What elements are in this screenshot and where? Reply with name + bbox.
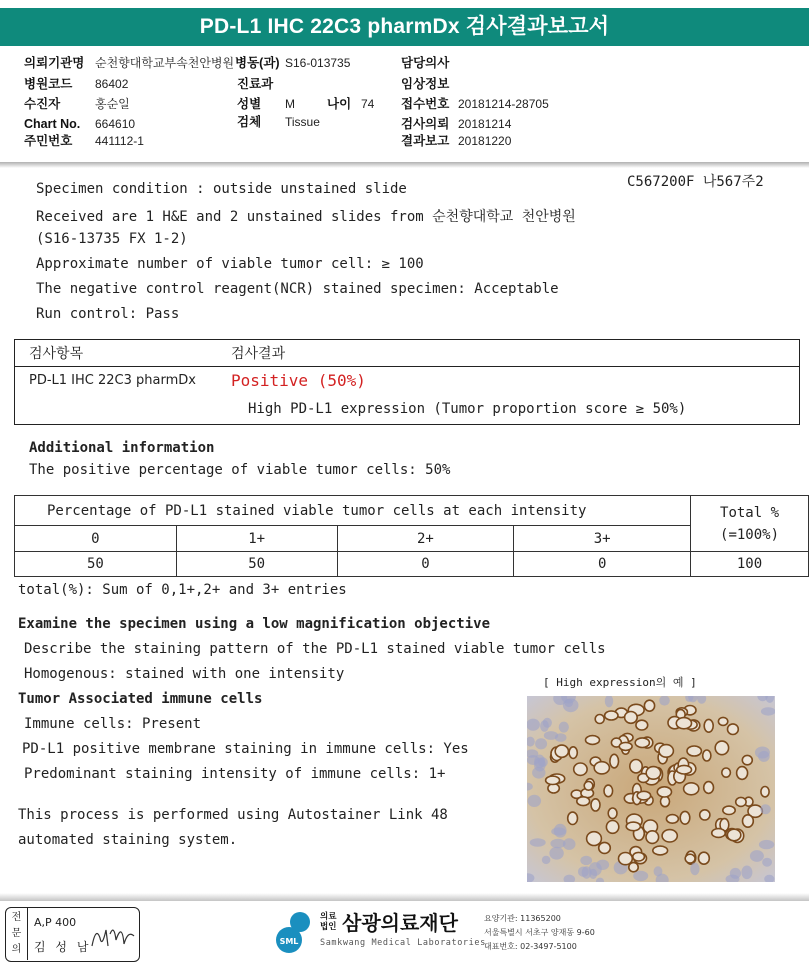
stained-cell — [723, 806, 735, 814]
signature-icon — [88, 916, 138, 956]
specimen-line: Run control: Pass — [36, 306, 180, 322]
intensity-level: 2+ — [337, 526, 514, 552]
value-age: 74 — [361, 97, 375, 111]
specimen-line: Specimen condition : outside unstained slide — [36, 181, 407, 197]
stained-cell — [703, 750, 711, 761]
stained-cell — [728, 724, 739, 735]
stained-cell — [606, 821, 618, 834]
intensity-level: 1+ — [176, 526, 337, 552]
stained-cell — [718, 717, 727, 725]
result-table — [14, 339, 800, 425]
immune-line: PD-L1 positive membrane staining in immune cells: Yes — [22, 741, 469, 757]
stained-cell — [608, 808, 617, 819]
background-nucleus — [563, 838, 576, 850]
stained-cell — [761, 787, 769, 797]
label-hospital-code: 병원코드 — [24, 77, 73, 91]
examine-heading: Examine the specimen using a low magnification objective — [18, 616, 491, 632]
label-clinical-info: 임상정보 — [401, 77, 450, 91]
background-nucleus — [755, 747, 770, 759]
stained-cell — [677, 765, 692, 774]
stained-cell — [699, 852, 710, 864]
background-nucleus — [549, 847, 563, 860]
stained-cell — [633, 852, 645, 861]
label-request-date: 검사의뢰 — [401, 117, 450, 131]
examine-line: Homogenous: stained with one intensity — [24, 666, 345, 682]
background-nucleus — [530, 838, 546, 847]
stained-cell — [599, 842, 611, 853]
background-nucleus — [654, 866, 663, 876]
value-accession-no: 20181214-28705 — [458, 97, 549, 111]
value-hospital-code: 86402 — [95, 77, 129, 91]
stained-cell — [662, 830, 677, 842]
specimen-line: Approximate number of viable tumor cell: ≥ 100 — [36, 256, 424, 272]
stained-cell — [619, 742, 632, 750]
report-title: PD-L1 IHC 22C3 pharmDx 검사결과보고서 — [0, 8, 809, 46]
intensity-value: 0 — [337, 552, 514, 577]
value-requesting-institution: 순천향대학교부속천안병원 — [95, 56, 235, 70]
stained-cell — [626, 822, 640, 831]
stamp-side-label — [6, 908, 28, 960]
stained-cell — [644, 700, 654, 711]
code-reference: C567200F 나567주2 — [627, 174, 764, 190]
stained-cell — [605, 711, 618, 720]
stained-cell — [685, 854, 695, 863]
value-chart-no: 664610 — [95, 117, 136, 131]
stamp-ap-number: A,P 400 — [34, 916, 77, 929]
background-nucleus — [730, 868, 741, 879]
immune-heading: Tumor Associated immune cells — [18, 691, 263, 707]
stained-cell — [661, 796, 670, 806]
stained-cell — [630, 760, 642, 773]
stained-cell — [659, 745, 673, 758]
value-report-date: 20181220 — [458, 134, 512, 148]
immune-line: Immune cells: Present — [24, 716, 202, 732]
intensity-total: 100 — [691, 552, 809, 577]
stained-cell — [704, 719, 713, 732]
stained-cell — [700, 810, 710, 820]
stained-cell — [657, 787, 671, 797]
background-nucleus — [528, 795, 542, 807]
value-patient-name: 홍순일 — [95, 97, 130, 111]
stained-cell — [653, 846, 668, 855]
specimen-line: The negative control reagent(NCR) stained specimen: Acceptable — [36, 281, 559, 297]
sml-logo-icon — [270, 908, 318, 958]
immune-line: Predominant staining intensity of immune cells: 1+ — [24, 766, 446, 782]
label-specimen: 검체 — [237, 115, 262, 129]
intensity-table — [14, 495, 809, 577]
stained-cell — [743, 815, 754, 827]
label-requesting-institution: 의뢰기관명 — [24, 56, 85, 70]
stained-cell — [555, 745, 568, 757]
value-ward: S16-013735 — [285, 56, 351, 70]
intensity-level: 3+ — [514, 526, 691, 552]
label-resident-no: 주민번호 — [24, 134, 73, 148]
stamp-side-text: 전 문 의 — [11, 912, 22, 955]
specimen-line: (S16-13735 FX 1-2) — [36, 231, 188, 247]
stained-cell — [604, 785, 613, 797]
institution-code: 요양기관: 11365200 — [484, 914, 561, 923]
stained-cell — [595, 715, 604, 724]
stained-cell — [704, 782, 714, 794]
background-nucleus — [527, 755, 539, 765]
result-positive-value: Positive (50%) — [231, 371, 366, 390]
intensity-table-header: Percentage of PD-L1 stained viable tumor cells at each intensity — [15, 496, 691, 526]
label-accession-no: 접수번호 — [401, 97, 450, 111]
pathologist-stamp — [5, 907, 140, 962]
institution-address: 서울특별시 서초구 양재동 9-60 — [484, 928, 595, 937]
stained-cell — [676, 718, 691, 729]
total-header-line1: Total % — [720, 504, 780, 521]
stained-cell — [625, 712, 638, 724]
stained-cell — [594, 762, 609, 774]
additional-heading: Additional information — [29, 440, 215, 456]
svg-text:SML: SML — [279, 937, 299, 946]
label-chart-no: Chart No. — [24, 117, 81, 131]
stained-cell — [635, 738, 649, 748]
stained-cell — [727, 829, 740, 841]
stained-cell — [687, 746, 701, 756]
stained-cell — [586, 736, 600, 745]
background-nucleus — [554, 824, 567, 838]
stained-cell — [584, 781, 593, 790]
stained-cell — [637, 791, 650, 800]
background-nucleus — [578, 867, 589, 877]
intensity-value: 50 — [15, 552, 177, 577]
stained-cell — [666, 815, 678, 824]
background-nucleus — [559, 722, 569, 733]
logo-corp-line1: 의료 — [320, 912, 337, 922]
result-description: High PD-L1 expression (Tumor proportion score ≥ 50%) — [248, 401, 687, 417]
stamp-pathologist-name: 김 성 남 — [34, 940, 92, 954]
stained-cell — [742, 755, 752, 764]
result-header-item: 검사항목 — [29, 346, 84, 362]
background-nucleus — [542, 856, 551, 864]
label-sex: 성별 — [237, 97, 262, 111]
total-header-line2: (=100%) — [720, 526, 780, 543]
intensity-note: total(%): Sum of 0,1+,2+ and 3+ entries — [18, 582, 347, 598]
stained-cell — [712, 829, 726, 838]
background-nucleus — [760, 804, 771, 814]
logo-name: 삼광의료재단 — [342, 911, 458, 935]
background-nucleus — [580, 856, 592, 865]
background-nucleus — [535, 738, 547, 749]
stained-cell — [569, 747, 577, 759]
background-nucleus — [762, 858, 772, 867]
label-attending-doctor: 담당의사 — [401, 56, 450, 70]
stained-cell — [591, 799, 600, 811]
value-request-date: 20181214 — [458, 117, 512, 131]
stained-cell — [629, 863, 638, 872]
label-department: 진료과 — [237, 77, 274, 91]
background-nucleus — [750, 850, 764, 862]
intensity-value: 50 — [176, 552, 337, 577]
background-nucleus — [540, 720, 549, 732]
background-nucleus — [759, 840, 774, 849]
stained-cell — [636, 720, 648, 730]
result-header-result: 검사결과 — [231, 346, 286, 362]
ihc-micrograph — [527, 696, 775, 882]
value-resident-no: 441112-1 — [95, 134, 144, 148]
stained-cell — [574, 763, 587, 775]
stained-cell — [587, 832, 602, 846]
intensity-value: 0 — [514, 552, 691, 577]
label-patient-name: 수진자 — [24, 97, 61, 111]
header-divider — [0, 162, 809, 168]
stained-cell — [546, 776, 560, 784]
intensity-level: 0 — [15, 526, 177, 552]
image-caption: [ High expression의 예 ] — [543, 676, 697, 689]
background-nucleus — [589, 862, 602, 876]
stained-cell — [737, 767, 748, 780]
label-ward: 병동(과) — [235, 56, 280, 70]
total-header — [691, 496, 809, 552]
result-table-divider — [15, 366, 799, 367]
stained-cell — [646, 831, 659, 844]
stained-cell — [610, 754, 619, 768]
background-nucleus — [544, 731, 558, 740]
stained-cell — [715, 741, 728, 755]
stained-cell — [680, 811, 690, 824]
footer-divider — [0, 893, 809, 901]
value-sex: M — [285, 97, 295, 111]
logo-english-name: Samkwang Medical Laboratories — [320, 938, 486, 948]
additional-text: The positive percentage of viable tumor cells: 50% — [29, 462, 451, 478]
stained-cell — [736, 797, 746, 806]
stained-cell — [722, 768, 731, 777]
background-nucleus — [690, 863, 699, 876]
examine-line: Describe the staining pattern of the PD-L1 stained viable tumor cells — [24, 641, 606, 657]
background-nucleus — [761, 707, 775, 715]
background-nucleus — [741, 866, 752, 880]
stained-cell — [684, 783, 699, 795]
ihc-example-image — [527, 696, 775, 882]
institution-phone: 대표번호: 02-3497-5100 — [484, 942, 577, 951]
label-report-date: 결과보고 — [401, 134, 450, 148]
process-line: This process is performed using Autostainer Link 48 — [18, 807, 448, 823]
logo-corp-line2: 법인 — [320, 922, 337, 932]
result-test-item: PD-L1 IHC 22C3 pharmDx — [29, 373, 196, 388]
stained-cell — [568, 812, 578, 824]
logo-corp-label — [320, 912, 336, 932]
value-specimen: Tissue — [285, 115, 320, 129]
stained-cell — [646, 767, 660, 780]
label-age: 나이 — [327, 97, 352, 111]
process-line: automated staining system. — [18, 832, 238, 848]
specimen-line: Received are 1 H&E and 2 unstained slides from 순천향대학교 천안병원 — [36, 209, 576, 225]
stained-cell — [577, 797, 590, 806]
